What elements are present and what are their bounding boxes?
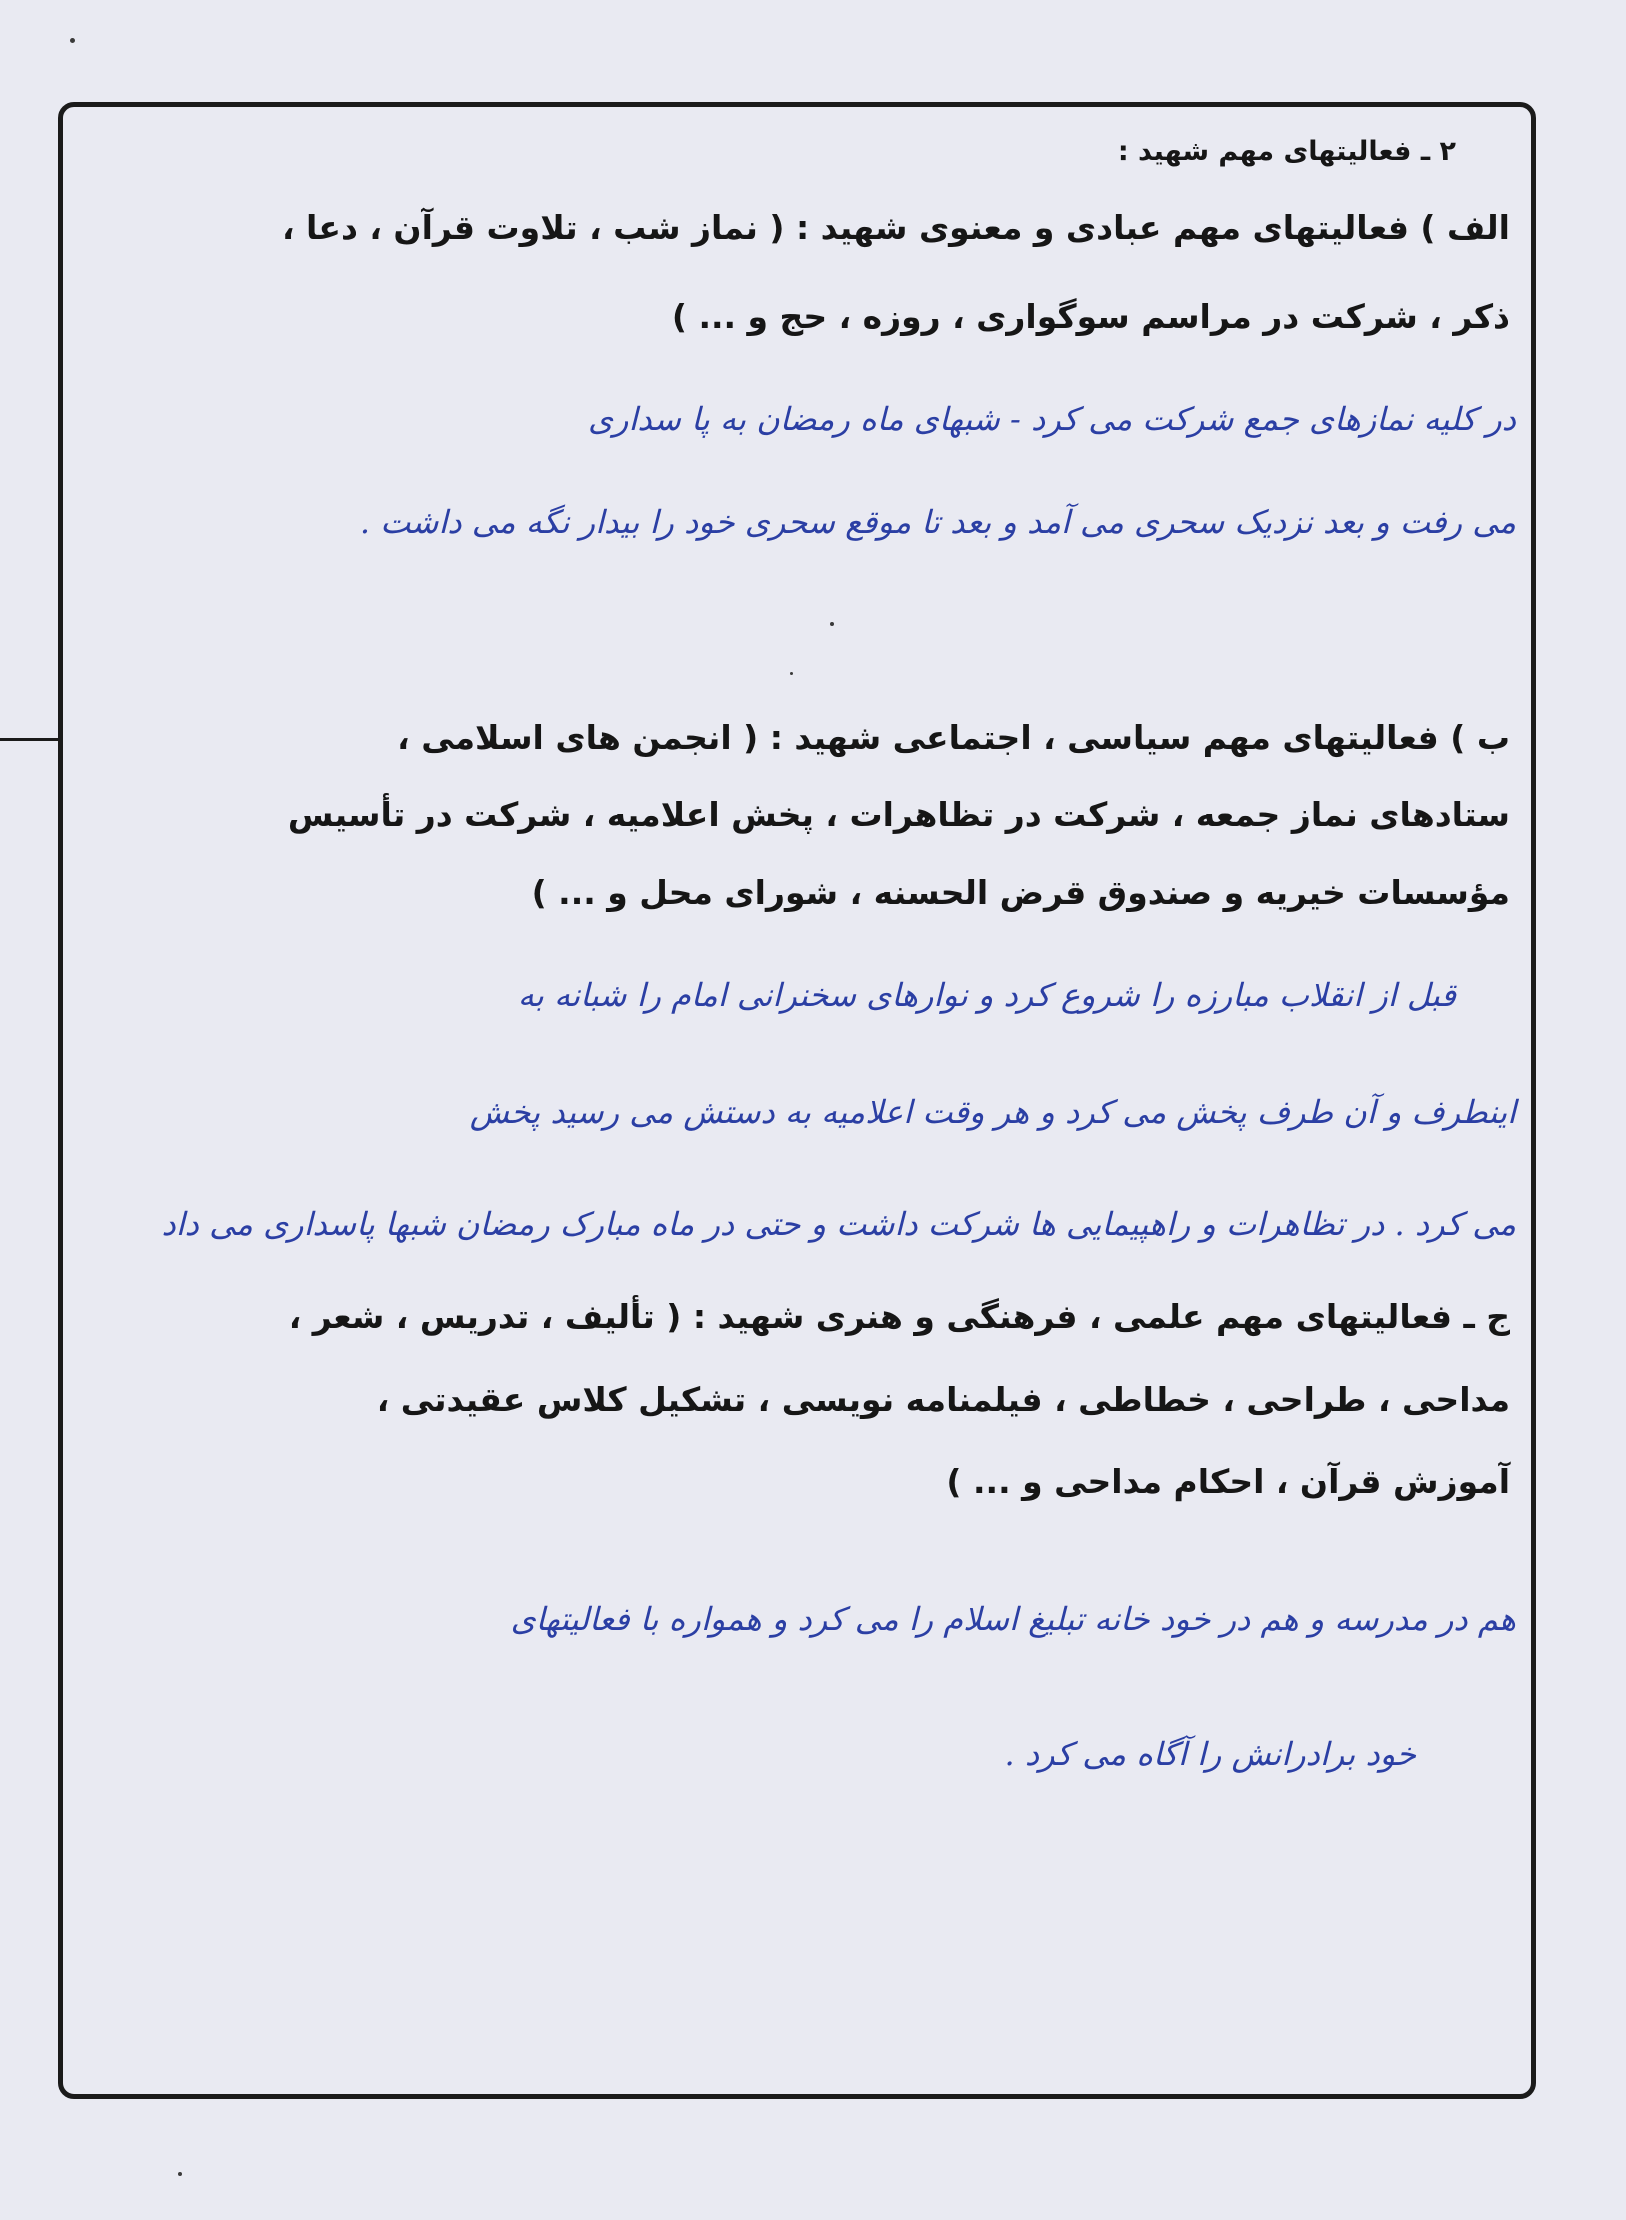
printed-line: آموزش قرآن ، احکام مداحی و ... ) (946, 1462, 1510, 1501)
printed-line: ذکر ، شرکت در مراسم سوگواری ، روزه ، حج و ... ) (671, 297, 1510, 336)
section-heading: ۲ ـ فعالیتهای مهم شهید : (1117, 136, 1456, 167)
handwritten-line: خود برادرانش را آگاه می کرد . (1004, 1735, 1416, 1773)
printed-line: ج ـ فعالیتهای مهم علمی ، فرهنگی و هنری شهید : ( تألیف ، تدریس ، شعر ، (288, 1297, 1510, 1336)
paper-speck (70, 38, 75, 43)
printed-line: مؤسسات خیریه و صندوق قرض الحسنه ، شورای محل و ... ) (531, 873, 1510, 912)
handwritten-line: قبل از انقلاب مبارزه را شروع کرد و نوارهای سخنرانی امام را شبانه به (517, 976, 1456, 1014)
printed-line: ب ) فعالیتهای مهم سیاسی ، اجتماعی شهید : ( انجمن های اسلامی ، (397, 718, 1510, 757)
handwritten-line: در کلیه نمازهای جمع شرکت می کرد - شبهای ماه رمضان به پا سداری (587, 400, 1516, 438)
handwritten-line: می رفت و بعد نزدیک سحری می آمد و بعد تا موقع سحری خود را بیدار نگه می داشت . (359, 503, 1516, 541)
handwritten-line: می کرد . در تظاهرات و راهپیمایی ها شرکت داشت و حتی در ماه مبارک رمضان شبها پاسداری می داد (161, 1205, 1516, 1243)
handwritten-line: هم در مدرسه و هم در خود خانه تبلیغ اسلام را می کرد و همواره با فعالیتهای (510, 1600, 1516, 1638)
printed-line: ستادهای نماز جمعه ، شرکت در تظاهرات ، پخش اعلامیه ، شرکت در تأسیس (287, 795, 1510, 834)
handwritten-line: اینطرف و آن طرف پخش می کرد و هر وقت اعلامیه به دستش می رسید پخش (469, 1093, 1516, 1131)
printed-line: الف ) فعالیتهای مهم عبادی و معنوی شهید : ( نماز شب ، تلاوت قرآن ، دعا ، (282, 208, 1510, 247)
paper-speck (178, 2172, 182, 2176)
printed-line: مداحی ، طراحی ، خطاطی ، فیلمنامه نویسی ، تشکیل کلاس عقیدتی ، (376, 1380, 1510, 1419)
margin-mark (0, 738, 58, 741)
